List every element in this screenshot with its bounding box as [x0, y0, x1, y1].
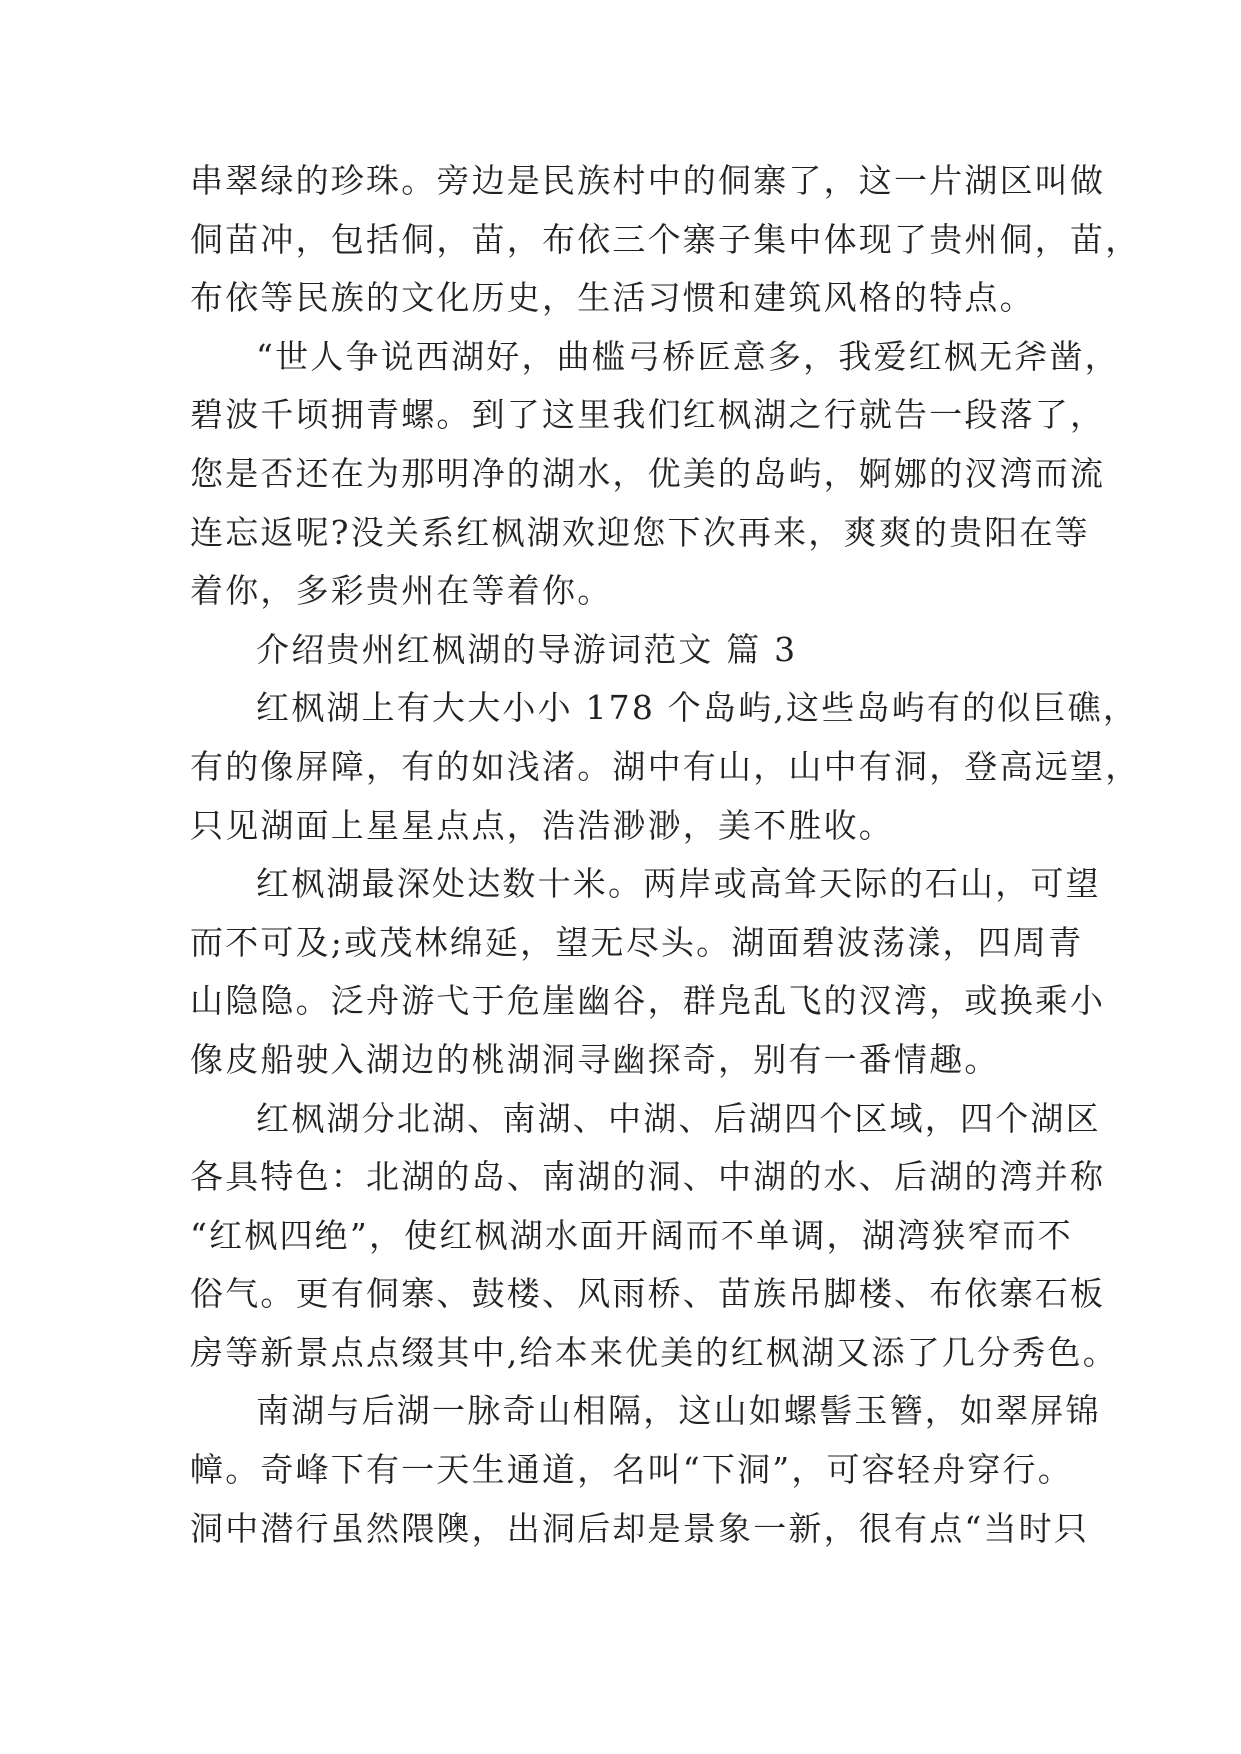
text-line: 有的像屏障，有的如浅渚。湖中有山，山中有洞，登高远望，: [190, 746, 1141, 786]
text-line: 碧波千顷拥青螺。到了这里我们红枫湖之行就告一段落了，: [190, 395, 1106, 435]
text-line: “红枫四绝”，使红枫湖水面开阔而不单调，湖湾狭窄而不: [190, 1215, 1073, 1255]
text-line: 介绍贵州红枫湖的导游词范文 篇 3: [256, 629, 798, 669]
text-line: 着你，多彩贵州在等着你。: [190, 571, 613, 611]
text-line: 各具特色：北湖的岛、南湖的洞、中湖的水、后湖的湾并称: [190, 1157, 1106, 1197]
text-line: 山隐隐。泛舟游弋于危崖幽谷，群凫乱飞的汊湾，或换乘小: [190, 981, 1106, 1021]
text-line: 红枫湖最深处达数十米。两岸或高耸天际的石山，可望: [256, 864, 1101, 904]
text-line: “世人争说西湖好，曲槛弓桥匠意多，我爱红枫无斧凿，: [256, 336, 1120, 376]
text-line: 像皮船驶入湖边的桃湖洞寻幽探奇，别有一番情趣。: [190, 1039, 1000, 1079]
text-line: 串翠绿的珍珠。旁边是民族村中的侗寨了，这一片湖区叫做: [190, 161, 1106, 200]
text-line: 南湖与后湖一脉奇山相隔，这山如螺髻玉簪，如翠屏锦: [256, 1391, 1101, 1431]
text-line: 只见湖面上星星点点，浩浩渺渺，美不胜收。: [190, 805, 894, 845]
body-text: [190, 152, 1141, 1558]
text-line: 俗气。更有侗寨、鼓楼、风雨桥、苗族吊脚楼、布依寨石板: [190, 1274, 1106, 1314]
text-line: 您是否还在为那明净的湖水，优美的岛屿，婀娜的汊湾而流: [190, 453, 1106, 493]
text-line: 红枫湖分北湖、南湖、中湖、后湖四个区域，四个湖区: [256, 1098, 1101, 1138]
text-line: 布依等民族的文化历史，生活习惯和建筑风格的特点。: [190, 278, 1035, 318]
text-line: 而不可及;或茂林绵延，望无尽头。湖面碧波荡漾，四周青: [190, 922, 1084, 962]
text-line: 红枫湖上有大大小小 178 个岛屿,这些岛屿有的似巨礁，: [256, 688, 1139, 728]
text-line: 连忘返呢?没关系红枫湖欢迎您下次再来，爽爽的贵阳在等: [190, 512, 1090, 552]
text-line: 侗苗冲，包括侗，苗，布依三个寨子集中体现了贵州侗，苗，: [190, 219, 1141, 259]
text-line: 幛。奇峰下有一天生通道，名叫“下洞”，可容轻舟穿行。: [190, 1450, 1073, 1490]
text-line: 洞中潜行虽然隈隩，出洞后却是景象一新，很有点“当时只: [190, 1508, 1090, 1548]
text-line: 房等新景点点缀其中,给本来优美的红枫湖又添了几分秀色。: [190, 1332, 1118, 1372]
